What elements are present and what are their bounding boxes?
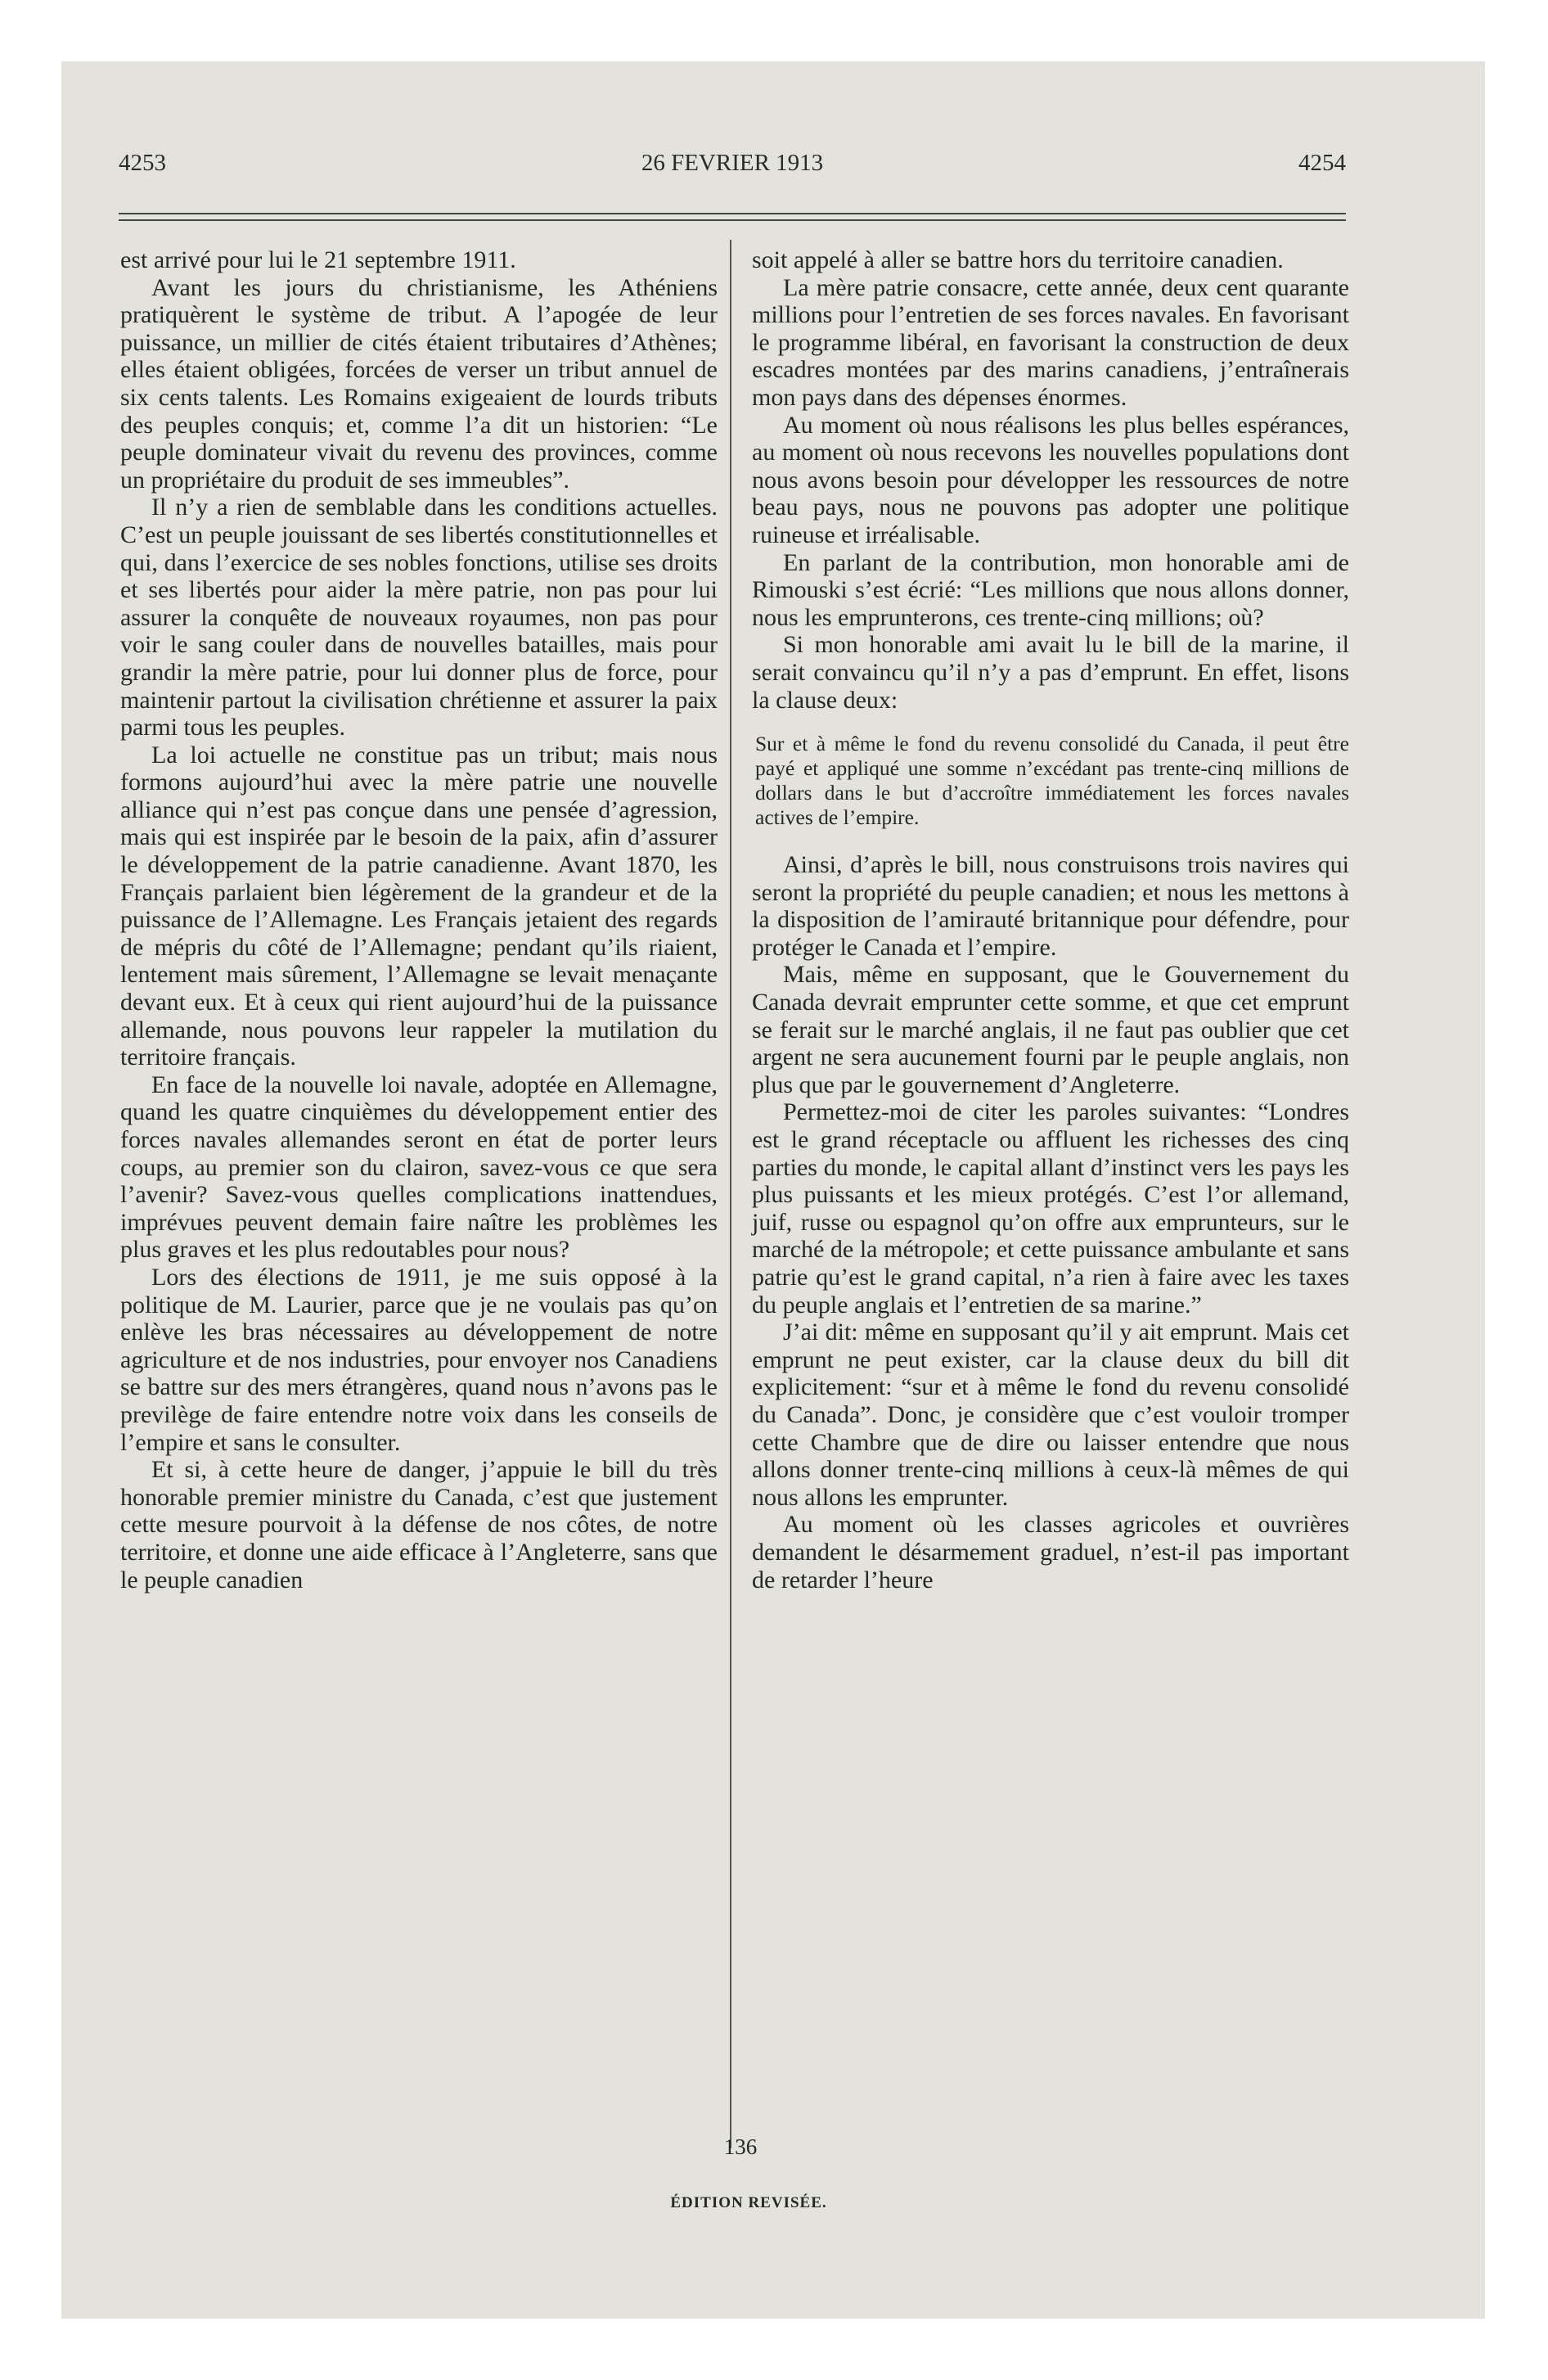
paragraph: Ainsi, d’après le bill, nous construisons trois navires qui seront la propriété du peuple canadien; et nous les mettons à la disposition de l’amirauté britannique pour défendre, pour protéger le Canada et l’empire. bbox=[752, 851, 1349, 961]
paragraph: soit appelé à aller se battre hors du territoire canadien. bbox=[752, 246, 1284, 273]
header-rule-top bbox=[119, 213, 1346, 214]
paragraph: La loi actuelle ne constitue pas un tribut; mais nous formons aujourd’hui avec la mère patrie une nouvelle alliance qui n’est pas conçue dans une pensée d’agression, mais qui est inspirée par le besoin de la paix, afin d’assurer le développement de la patrie canadienne. Avant 1870, les Français parlaient bien légèrement de la grandeur et de la puissance de l’Allemagne. Les Français jetaient des regards de mépris du côté de l’Allemagne; pendant qu’ils riaient, lentement mais sûrement, l’Allemagne se levait menaçante devant eux. Et à ceux qui rient aujourd’hui de la puissance allemande, nous pouvons leur rappeler la mutilation du territoire français. bbox=[120, 741, 718, 1071]
paragraph: Au moment où nous réalisons les plus belles espérances, au moment où nous recevons les nouvelles populations dont nous avons besoin pour développer les ressources de notre beau pays, nous ne pouvons pas adopter une politique ruineuse et irréalisable. bbox=[752, 411, 1349, 548]
hansard-page bbox=[61, 61, 1485, 2319]
paragraph: J’ai dit: même en supposant qu’il y ait emprunt. Mais cet emprunt ne peut exister, car la clause deux du bill dit explicitement: “sur et à même le fond du revenu consolidé du Canada”. Donc, je considère que c’est vouloir tromper cette Chambre que de dire ou laisser entendre que nous allons donner trente-cinq millions à ceux-là mêmes de qui nous allons les emprunter. bbox=[752, 1318, 1349, 1511]
paragraph: Lors des élections de 1911, je me suis opposé à la politique de M. Laurier, parce que je ne voulais pas qu’on enlève les bras nécessaires au développement de notre agriculture et de nos industries, pour envoyer nos Canadiens se battre sur des mers étrangères, quand nous n’avons pas le previlège de faire entendre notre voix dans les conseils de l’empire et sans le consulter. bbox=[120, 1263, 718, 1456]
paragraph: La mère patrie consacre, cette année, deux cent quarante millions pour l’entretien de ses forces navales. En favorisant le programme libéral, en favorisant la construction de deux escadres montées par des marins canadiens, j’entraînerais mon pays dans des dépenses énormes. bbox=[752, 273, 1349, 411]
paragraph: Il n’y a rien de semblable dans les conditions actuelles. C’est un peuple jouissant de ses libertés constitutionnelles et qui, dans l’exercice de ses nobles fonctions, utilise ses droits et ses libertés pour aider la mère patrie, non pas pour lui assurer la conquête de nouveaux royaumes, non pas pour voir le sang couler dans de nouvelles batailles, mais pour grandir la mère patrie, pour lui donner plus de force, pour maintenir partout la civilisation chrétienne et assurer la paix parmi tous les peuples. bbox=[120, 494, 718, 741]
edition-label: ÉDITION REVISÉE. bbox=[670, 2194, 827, 2211]
paragraph: En parlant de la contribution, mon honorable ami de Rimouski s’est écrié: “Les millions que nous allons donner, nous les emprunterons, ces trente-cinq millions; où? bbox=[752, 548, 1349, 631]
folio-number: 136 bbox=[723, 2134, 758, 2159]
column-divider bbox=[730, 240, 731, 2148]
header-date: 26 FEVRIER 1913 bbox=[641, 150, 824, 176]
paragraph: En face de la nouvelle loi navale, adoptée en Allemagne, quand les quatre cinquièmes du développement entier des forces navales allemandes seront en état de porter leurs coups, au premier son du clairon, savez-vous ce que sera l’avenir? Savez-vous quelles complications inattendues, imprévues peuvent demain faire naître les problèmes les plus graves et les plus redoutables pour nous? bbox=[120, 1071, 718, 1264]
paragraph: Au moment où les classes agricoles et ouvrières demandent le désarmement graduel, n’est-il pas important de retarder l’heure bbox=[752, 1511, 1349, 1593]
paragraph: Et si, à cette heure de danger, j’appuie le bill du très honorable premier ministre du Canada, c’est que justement cette mesure pourvoit à la défense de nos côtes, de notre territoire, et donne une aide efficace à l’Angleterre, sans que le peuple canadien bbox=[120, 1456, 718, 1593]
right-page-number: 4254 bbox=[1298, 150, 1346, 176]
bill-clause-quote: Sur et à même le fond du revenu consolidé du Canada, il peut être payé et appliqué une somme n’excédant pas trente-cinq millions de dollars dans le but d’accroître immédiatement les forces navales actives de l’empire. bbox=[755, 732, 1349, 830]
paragraph: Mais, même en supposant, que le Gouvernement du Canada devrait emprunter cette somme, et que cet emprunt se ferait sur le marché anglais, il ne faut pas oublier que cet argent ne sera aucunement fourni par le peuple anglais, non plus que par le gouvernement d’Angleterre. bbox=[752, 961, 1349, 1098]
paragraph: Avant les jours du christianisme, les Athéniens pratiquèrent le système de tribut. A l’apogée de leur puissance, un millier de cités étaient tributaires d’Athènes; elles étaient obligées, forcées de verser un tribut annuel de six cents talents. Les Romains exigeaient de lourds tributs des peuples conquis; et, comme l’a dit un historien: “Le peuple dominateur vivait du revenu des provinces, comme un propriétaire du produit de ses immeubles”. bbox=[120, 273, 718, 494]
paragraph: Permettez-moi de citer les paroles suivantes: “Londres est le grand réceptacle ou affluent les richesses des cinq parties du monde, le capital allant d’instinct vers les pays les plus puissants et les mieux protégés. C’est l’or allemand, juif, russe ou espagnol qu’on offre aux emprunteurs, sur le marché de la métropole; et cette puissance ambulante et sans patrie qu’est le grand capital, n’a rien à faire avec les taxes du peuple anglais et l’entretien de sa marine.” bbox=[752, 1098, 1349, 1318]
header-rule-bottom bbox=[119, 219, 1346, 221]
paragraph: est arrivé pour lui le 21 septembre 1911. bbox=[120, 246, 516, 273]
left-page-number: 4253 bbox=[119, 150, 166, 176]
right-column bbox=[752, 246, 1349, 1593]
left-column bbox=[120, 246, 718, 1593]
paragraph: Si mon honorable ami avait lu le bill de la marine, il serait convaincu qu’il n’y a pas d’emprunt. En effet, lisons la clause deux: bbox=[752, 631, 1349, 714]
